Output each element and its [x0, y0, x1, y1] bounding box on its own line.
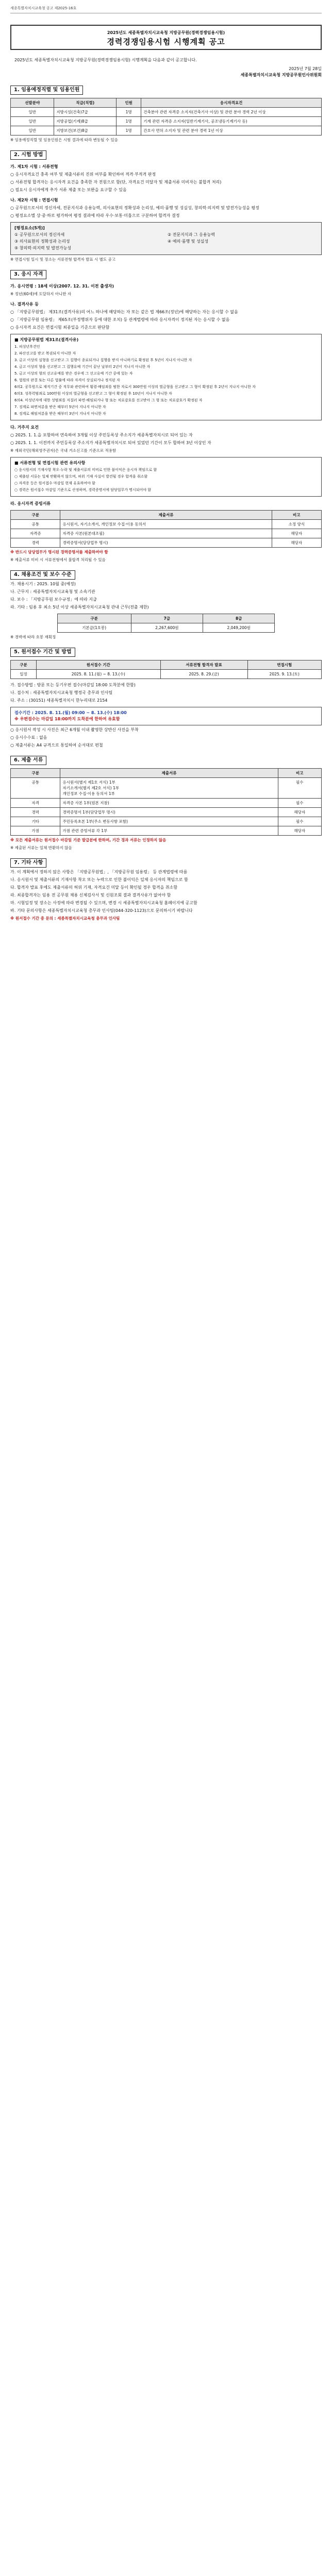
table-header-row: [57, 614, 275, 623]
list-item: 다. 보수 : 「지방공무원 보수규정」에 따라 지급: [10, 597, 97, 602]
note: ※ 재외국민(해외영주권자)은 국내 거소신고를 기준으로 적용함: [10, 448, 117, 453]
list-item: ○ 서류전형 합격자는 응시자격 요건을 충족한 자 전원으로 함(단, 자격요건 미달자 및 제출서류 미비자는 불합격 처리): [10, 180, 222, 184]
list-item: 다. 합격자 발표 후에도 제출서류의 허위 기재, 자격요건 미달 등이 확인될 경우 합격을 취소함: [10, 885, 178, 890]
table-cell: 2025. 8. 29.(금): [160, 670, 247, 679]
note: ※ 제출서류 미비 시 서류전형에서 불합격 처리될 수 있음: [10, 557, 106, 562]
section-title: 4. 채용조건 및 보수 수준: [10, 570, 75, 580]
table-row: [11, 529, 322, 538]
table-row: [57, 623, 275, 633]
table-row: [11, 670, 322, 679]
table-cell: 소정 양식: [272, 520, 321, 529]
section-other-matters: [10, 858, 322, 922]
table-cell: 기타: [11, 817, 60, 826]
table-cell: 해당자: [278, 808, 321, 817]
list-item: ○ 제출된 서류는 일체 반환하지 않으며, 허위 기재 사실이 발견될 경우 합격을 취소함: [14, 474, 148, 479]
table-cell: 기본급(1호봉): [57, 623, 131, 633]
table-header-row: [11, 98, 322, 108]
section-title: 3. 응시 자격: [10, 270, 46, 279]
list-item: ○ 응시원서 작성 시 사진은 최근 6개월 이내 촬영한 상반신 사진을 부착: [10, 727, 139, 732]
list-item: 가. 채용시기 : 2025. 10월 중(예정): [10, 582, 76, 586]
highlight-note: ※ 반드시 담당업무가 명시된 경력증명서를 제출하여야 함: [10, 550, 108, 554]
list-item: ○ 자격증 등은 원서접수 마감일 현재 유효하여야 함: [14, 481, 95, 485]
postal-deadline-highlight: ※ 우편접수는 마감일 18:00까지 도착분에 한하여 유효함: [14, 717, 120, 721]
list-item: 8. 징계로 해임처분을 받은 때부터 3년이 지나지 아니한 자: [14, 412, 106, 416]
list-item: 마. 시험일정 및 장소는 사정에 따라 변경될 수 있으며, 변경 시 세종특별자치시교육청 홈페이지에 공고함: [10, 901, 197, 905]
list-item: ○ 공무원으로서의 정신자세, 전문지식과 응용능력, 의사표현의 정확성과 논리성, 예의·품행 및 성실성, 창의력·의지력 및 발전가능성을 평정: [10, 206, 259, 210]
list-item: ○ 2025. 1. 1. 이전까지 주민등록상 주소지가 세종특별자치시로 되어 있었던 기간이 모두 합하여 3년 이상인 자: [10, 440, 211, 445]
list-item: 가. 접수방법 : 방문 또는 등기우편 접수(마감일 18:00 도착분에 한함): [10, 683, 136, 687]
table-cell: 필수: [278, 799, 321, 808]
list-item: ○ 2025. 1. 1.을 포함하여 연속하여 3개월 이상 주민등록상 주소지가 세종특별자치시로 되어 있는 자: [10, 433, 193, 437]
section-application: [10, 648, 322, 749]
table-cell: 경력: [11, 538, 60, 548]
table-cell: 해당자: [272, 529, 321, 538]
table-cell: 일정: [11, 670, 37, 679]
table-cell: 해당자: [278, 826, 321, 836]
table-header: 제출서류: [60, 511, 272, 520]
list-item: 라. 기타 : 임용 후 최소 5년 이상 세종특별자치시교육청 관내 근무(전출 제한): [10, 605, 149, 609]
table-cell: 일반: [11, 108, 54, 117]
section-eligibility: [10, 270, 322, 563]
subsection-title: 라. 응시자격 증빙서류: [10, 501, 51, 506]
document-page: [10, 0, 322, 922]
table-cell: 자격증: [11, 529, 60, 538]
list-item: 라. 최종합격자는 임용 전 공무원 채용 신체검사서 및 신원조회 결과 결격사유가 없어야 함: [10, 893, 171, 897]
table-header: 원서접수 기간: [37, 660, 161, 670]
title-subtitle: 2025년도 세종특별자치시교육청 지방공무원(경력경쟁임용시험): [107, 30, 225, 35]
table-cell: 일반: [11, 117, 54, 126]
table-header: 비고: [272, 511, 321, 520]
section-title: 2. 시험 방법: [10, 150, 46, 160]
table-row: [11, 808, 322, 817]
table-cell: 자격증 사본(원본대조필): [60, 529, 272, 538]
list-item: ○ 제출서류는 A4 규격으로 통일하여 순서대로 편철: [10, 743, 103, 748]
table-header: 비고: [278, 769, 321, 778]
list-item: 나. 응시원서 및 제출서류의 기재사항 착오 또는 누락으로 인한 불이익은 일체 응시자의 책임으로 함: [10, 877, 188, 882]
table-header: 구분: [57, 614, 131, 623]
list-item: ① 공무원으로서의 정신자세: [14, 232, 65, 237]
table-cell: 경력: [11, 808, 60, 817]
table-header-row: [11, 660, 322, 670]
table-cell: 공통: [11, 778, 60, 799]
table-row: [11, 826, 322, 836]
table-row: [11, 817, 322, 826]
table-cell: 2,049,200원: [203, 623, 275, 633]
section-title: 7. 기타 사항: [10, 858, 46, 868]
list-item: ○ 「지방공무원 임용령」 제65조(부정행위자 등에 대한 조치) 등 관계법령에 따라 응시자격이 정지된 자는 응시할 수 없음: [10, 317, 230, 322]
list-item: ○ 응시자격 요건은 면접시험 최종일을 기준으로 판단함: [10, 325, 110, 330]
section-title: 5. 원서접수 기간 및 방법: [10, 648, 75, 657]
table-cell: 응시원서(별지 제1호 서식) 1부 자기소개서(별지 제2호 서식) 1부 개인정보 수집·이용 동의서 1부: [60, 778, 278, 799]
table-cell: 1명: [117, 108, 141, 117]
table-header: 구분: [11, 660, 37, 670]
evaluation-factors-box: [10, 222, 322, 255]
positions-table: [10, 98, 322, 135]
section-title: 6. 제출 서류: [10, 756, 46, 765]
table-cell: 기계 관련 자격증 소지자(일반기계기사, 공조냉동기계기사 등): [141, 117, 322, 126]
table-header: 면접시험: [247, 660, 321, 670]
list-item: 나. 근무지 : 세종특별자치시교육청 및 소속기관: [10, 589, 95, 594]
list-item: ○ 응시수수료 : 없음: [10, 735, 47, 740]
table-header: 직급(직렬): [54, 98, 117, 108]
table-cell: 2,267,600원: [131, 623, 203, 633]
list-item: 바. 기타 문의사항은 세종특별자치시교육청 총무과 인사팀(044-320-1123)으로 문의하시기 바랍니다: [10, 908, 193, 913]
table-row: [11, 538, 322, 548]
list-item: 나. 접수처 : 세종특별자치시교육청 행정국 총무과 인사팀: [10, 690, 113, 695]
intro-paragraph: 2025년도 세종특별자치시교육청 지방공무원(경력경쟁임용시험) 시행계획을 다음과 같이 공고합니다.: [14, 58, 197, 62]
table-header-row: [11, 769, 322, 778]
note: ※ 면접시험 일시 및 장소는 서류전형 합격자 발표 시 별도 공고: [10, 257, 116, 262]
table-header: 선발분야: [11, 98, 54, 108]
list-item: ⑤ 창의력·의지력 및 발전가능성: [14, 246, 72, 250]
salary-table: [57, 614, 275, 633]
section-employment-conditions: [10, 570, 322, 640]
box-title: [평정요소(5개)]: [14, 226, 45, 230]
section-title: 1. 임용예정직렬 및 임용인원: [10, 86, 83, 95]
subsection-title: 다. 거주지 요건: [10, 425, 39, 430]
note: ※ 정년(60세)에 도달하지 아니한 자: [10, 292, 72, 296]
list-item: 6. 법원의 판결 또는 다른 법률에 따라 자격이 상실되거나 정지된 자: [14, 378, 120, 382]
table-header: 서류전형 합격자 발표: [160, 660, 247, 670]
list-item: 1. 피성년후견인: [14, 345, 40, 349]
table-cell: 가점: [11, 826, 60, 836]
table-cell: 가점 관련 증빙서류 각 1부: [60, 826, 278, 836]
list-item: ○ 응시원서의 기재사항 착오·누락 및 제출서류의 미비로 인한 불이익은 응시자 책임으로 함: [14, 468, 157, 472]
table-cell: 필수: [278, 817, 321, 826]
list-item: ○ 평정요소별 상·중·하로 평가하여 평정 결과에 따라 우수·보통·미흡으로 구분하여 합격자 결정: [10, 213, 180, 218]
subsection-title: 나. 결격사유 등: [10, 302, 39, 307]
schedule-table: [10, 660, 322, 679]
table-cell: 1명: [117, 117, 141, 126]
list-item: 5. 금고 이상의 형의 선고유예를 받은 경우에 그 선고유예 기간 중에 있는 자: [14, 371, 133, 376]
subsection-title: 나. 제2차 시험 : 면접시험: [10, 198, 58, 202]
table-cell: 해당자: [272, 538, 321, 548]
section-positions: [10, 86, 322, 143]
table-cell: 자격증 사본 1부(원본 지참): [60, 799, 278, 808]
subsection-title: 가. 제1차 시험 : 서류전형: [10, 164, 58, 169]
list-item: ○ 필요시 응시자에게 추가 서류 제출 또는 보완을 요구할 수 있음: [10, 188, 127, 192]
list-item: ③ 의사표현의 정확성과 논리성: [14, 239, 70, 244]
list-item: 6의2. 공무원으로 재직기간 중 직무와 관련하여 횡령·배임죄를 범한 자로서 300만원 이상의 벌금형을 선고받고 그 형이 확정된 후 2년이 지나지 아니한 자: [14, 385, 256, 389]
table-cell: 지방공업(기계)8급: [54, 117, 117, 126]
box-title: ■ 지방공무원법 제31조(결격사유): [14, 337, 79, 342]
list-item: 2. 파산선고를 받고 복권되지 아니한 자: [14, 351, 76, 355]
application-period-box: [10, 707, 322, 725]
precautions-box: [10, 457, 322, 497]
table-header: 구분: [11, 511, 60, 520]
table-header: 8급: [203, 614, 275, 623]
table-cell: 일반: [11, 126, 54, 135]
table-row: [11, 117, 322, 126]
table-cell: 경력증명서 1부(담당업무 명시): [60, 808, 278, 817]
table-row: [11, 778, 322, 799]
announcing-organization: 세종특별자치시교육청 지방공무원인사위원회: [240, 73, 322, 77]
table-header: 제출서류: [60, 769, 278, 778]
list-item: ② 전문지식과 그 응용능력: [168, 232, 215, 237]
table-row: [11, 126, 322, 135]
table-header: 응시자격요건: [141, 98, 322, 108]
table-cell: 필수: [278, 778, 321, 799]
table-header: 7급: [131, 614, 203, 623]
list-item: 7. 징계로 파면처분을 받은 때부터 5년이 지나지 아니한 자: [14, 405, 106, 409]
highlight-note: ※ 모든 제출서류는 원서접수 마감일 기준 발급분에 한하며, 기간 경과 서류는 인정하지 않음: [10, 838, 167, 842]
table-row: [11, 520, 322, 529]
list-item: 6의4. 미성년자에 대한 성범죄를 저질러 파면·해임되거나 형 또는 치료감호를 선고받아 그 형 또는 치료감호가 확정된 자: [14, 398, 203, 402]
list-item: ○ 응시자격요건 충족 여부 및 제출서류의 진위 여부를 확인하여 적격·부적격 판정: [10, 172, 156, 177]
title-box: [10, 25, 322, 50]
application-period-highlight: 접수기간 : 2025. 8. 11.(월) 09:00 ~ 8. 13.(수) 18:00: [14, 710, 127, 715]
table-header-row: [11, 511, 322, 520]
table-cell: 지방시설(건축)7급: [54, 108, 117, 117]
table-header: 구분: [11, 769, 60, 778]
table-cell: 건축분야 관련 자격증 소지자(건축기사 이상) 및 관련 분야 경력 2년 이상: [141, 108, 322, 117]
table-cell: 공통: [11, 520, 60, 529]
table-row: [11, 108, 322, 117]
section-submission-documents: [10, 756, 322, 851]
section-exam-method: [10, 150, 322, 263]
announcement-date: 2025년 7월 28일: [289, 66, 322, 71]
table-cell: 주민등록초본 1부(주소 변동사항 포함): [60, 817, 278, 826]
list-item: 3. 금고 이상의 실형을 선고받고 그 집행이 종료되거나 집행을 받지 아니하기로 확정된 후 5년이 지나지 아니한 자: [14, 358, 192, 362]
note: ※ 임용예정직렬 및 임용인원은 시험 결과에 따라 변동될 수 있음: [10, 138, 118, 142]
list-item: ○ 경력은 원서접수 마감일 기준으로 산정하며, 경력증명서에 담당업무가 명시되어야 함: [14, 488, 152, 492]
table-cell: 경력증명서(담당업무 명시): [60, 538, 272, 548]
disqualification-box: [10, 334, 322, 420]
table-row: [11, 799, 322, 808]
header-notice-number: 세종특별자치시교육청 공고 제2025-16호: [10, 5, 322, 13]
table-header: 인원: [117, 98, 141, 108]
proof-documents-table: [10, 510, 322, 548]
list-item: ④ 예의·품행 및 성실성: [168, 239, 209, 244]
box-title: ■ 서류전형 및 면접시험 관련 유의사항: [14, 461, 86, 465]
highlight-note: ※ 원서접수 기간 중 문의 : 세종특별자치시교육청 총무과 인사팀: [10, 916, 120, 921]
table-cell: 2025. 8. 11.(월) ~ 8. 13.(수): [37, 670, 161, 679]
list-item: 가. 이 계획에서 정하지 않은 사항은 「지방공무원법」, 「지방공무원 임용령」 등 관계법령에 따름: [10, 870, 188, 874]
title-main: 경력경쟁임용시험 시행계획 공고: [107, 37, 225, 46]
table-cell: 지방보건(보건)8급: [54, 126, 117, 135]
table-cell: 2025. 9. 13.(토): [247, 670, 321, 679]
table-cell: 간호사 면허 소지자 및 관련 분야 경력 1년 이상: [141, 126, 322, 135]
table-cell: 자격: [11, 799, 60, 808]
subsection-title: 가. 응시연령 : 18세 이상(2007. 12. 31. 이전 출생자): [10, 284, 114, 289]
table-cell: 1명: [117, 126, 141, 135]
list-item: 4. 금고 이상의 형을 선고받고 그 집행유예 기간이 끝난 날부터 2년이 지나지 아니한 자: [14, 365, 151, 369]
list-item: 다. 주소 : (30151) 세종특별자치시 한누리대로 2154: [10, 698, 108, 703]
list-item: 6의3. 성폭력범죄로 100만원 이상의 벌금형을 선고받고 그 형이 확정된 후 10년이 지나지 아니한 자: [14, 392, 172, 396]
note: ※ 경력에 따라 호봉 재획정: [10, 635, 56, 639]
list-item: ○ 「지방공무원법」 제31조(결격사유)의 어느 하나에 해당하는 자 또는 같은 법 제66조(정년)에 해당하는 자는 응시할 수 없음: [10, 310, 238, 314]
submission-documents-table: [10, 768, 322, 836]
table-cell: 응시원서, 자기소개서, 개인정보 수집·이용 동의서: [60, 520, 272, 529]
note: ※ 제출된 서류는 일체 반환하지 않음: [10, 845, 72, 850]
